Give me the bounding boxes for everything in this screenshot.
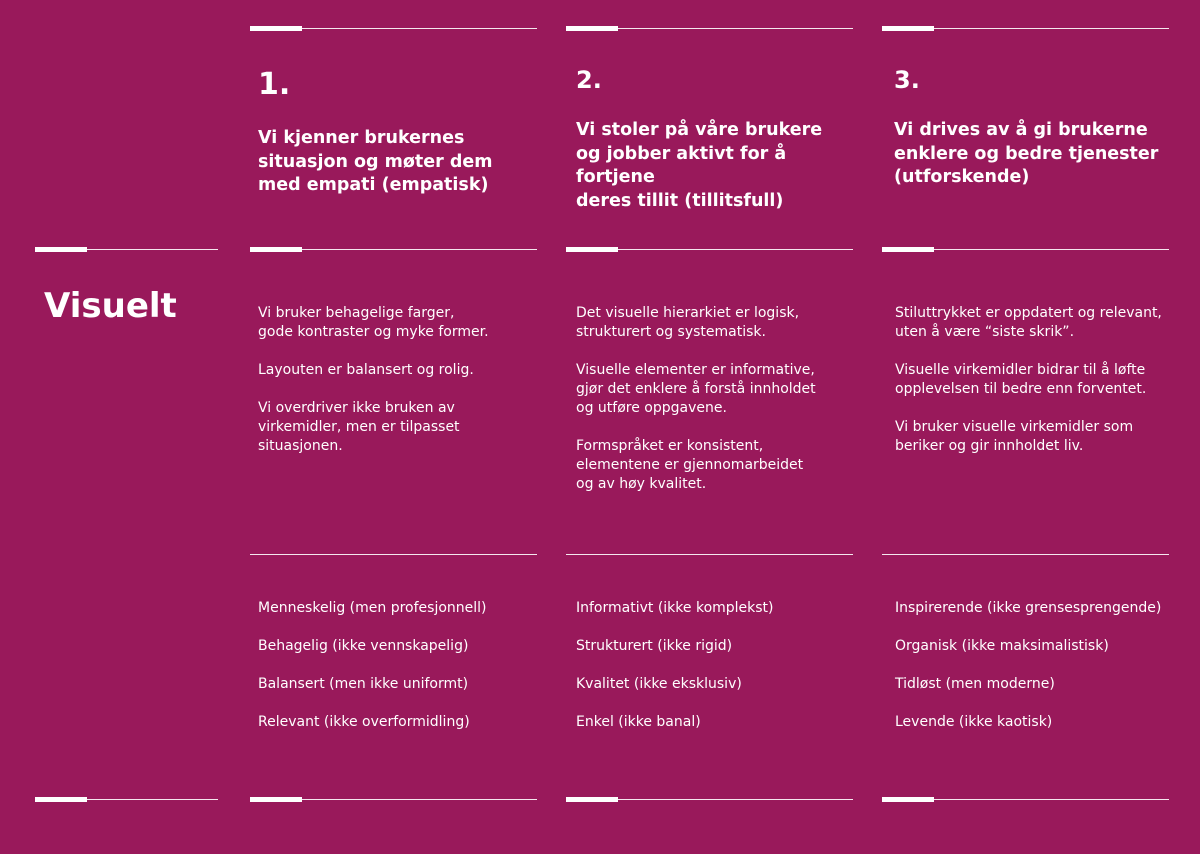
column-3-keywords (895, 599, 1190, 751)
bottom-rule-col3 (882, 799, 1169, 800)
rule-accent (250, 26, 302, 31)
paragraph: Vi bruker behagelige farger, gode kontraster og myke former. (258, 305, 489, 340)
rule-accent (882, 797, 934, 802)
keyword-item: Relevant (ikke overformidling) (258, 714, 470, 730)
paragraph: Visuelle virkemidler bidrar til å løfte opplevelsen til bedre enn forventet. (895, 362, 1147, 397)
section-rule-label (35, 249, 218, 250)
rule-accent (566, 797, 618, 802)
rule-accent (35, 247, 87, 252)
keyword-item: Inspirerende (ikke grensesprengende) (895, 600, 1162, 616)
column-2-keywords (576, 599, 866, 751)
bottom-rule-col1 (250, 799, 537, 800)
rule-accent (882, 247, 934, 252)
paragraph: Stiluttrykket er oppdatert og relevant, uten å være “siste skrik”. (895, 305, 1162, 340)
keyword-item: Behagelig (ikke vennskapelig) (258, 638, 469, 654)
keywords-rule-col2 (566, 554, 853, 555)
column-2-heading: Vi stoler på våre brukere og jobber aktivt for å fortjene deres tillit (tillitsfull) (576, 120, 823, 211)
column-1-body (258, 304, 538, 475)
column-2-number: 2. (576, 66, 602, 94)
column-1-keywords (258, 599, 548, 751)
column-3-body (895, 304, 1185, 475)
section-rule-col1 (250, 249, 537, 250)
keyword-item: Levende (ikke kaotisk) (895, 714, 1053, 730)
top-rule-col3 (882, 28, 1169, 29)
section-rule-col3 (882, 249, 1169, 250)
keyword-item: Tidløst (men moderne) (895, 676, 1055, 692)
keyword-item: Enkel (ikke banal) (576, 714, 701, 730)
rule-accent (882, 26, 934, 31)
top-rule-col1 (250, 28, 537, 29)
paragraph: Det visuelle hierarkiet er logisk, strukturert og systematisk. (576, 305, 800, 340)
rule-accent (566, 247, 618, 252)
paragraph: Layouten er balansert og rolig. (258, 362, 474, 378)
column-3-heading: Vi drives av å gi brukerne enklere og bedre tjenester (utforskende) (894, 120, 1159, 187)
paragraph: Formspråket er konsistent, elementene er gjennomarbeidet og av høy kvalitet. (576, 438, 804, 492)
section-rule-col2 (566, 249, 853, 250)
keyword-item: Organisk (ikke maksimalistisk) (895, 638, 1109, 654)
column-2-body (576, 304, 856, 513)
row-label: Visuelt (44, 286, 177, 326)
column-1-heading: Vi kjenner brukernes situasjon og møter dem med empati (empatisk) (258, 128, 493, 195)
top-rule-col2 (566, 28, 853, 29)
keyword-item: Strukturert (ikke rigid) (576, 638, 733, 654)
rule-accent (250, 797, 302, 802)
column-3-number: 3. (894, 66, 920, 94)
keyword-item: Menneskelig (men profesjonnell) (258, 600, 487, 616)
paragraph: Vi bruker visuelle virkemidler som beriker og gir innholdet liv. (895, 419, 1134, 454)
rule-accent (35, 797, 87, 802)
rule-accent (250, 247, 302, 252)
paragraph: Vi overdriver ikke bruken av virkemidler, men er tilpasset situasjonen. (258, 400, 460, 454)
keyword-item: Kvalitet (ikke eksklusiv) (576, 676, 742, 692)
keyword-item: Informativt (ikke komplekst) (576, 600, 774, 616)
column-1-number: 1. (258, 67, 291, 102)
bottom-rule-label (35, 799, 218, 800)
keywords-rule-col3 (882, 554, 1169, 555)
bottom-rule-col2 (566, 799, 853, 800)
keyword-item: Balansert (men ikke uniformt) (258, 676, 469, 692)
keywords-rule-col1 (250, 554, 537, 555)
paragraph: Visuelle elementer er informative, gjør det enklere å forstå innholdet og utføre oppgavene. (576, 362, 816, 416)
rule-accent (566, 26, 618, 31)
